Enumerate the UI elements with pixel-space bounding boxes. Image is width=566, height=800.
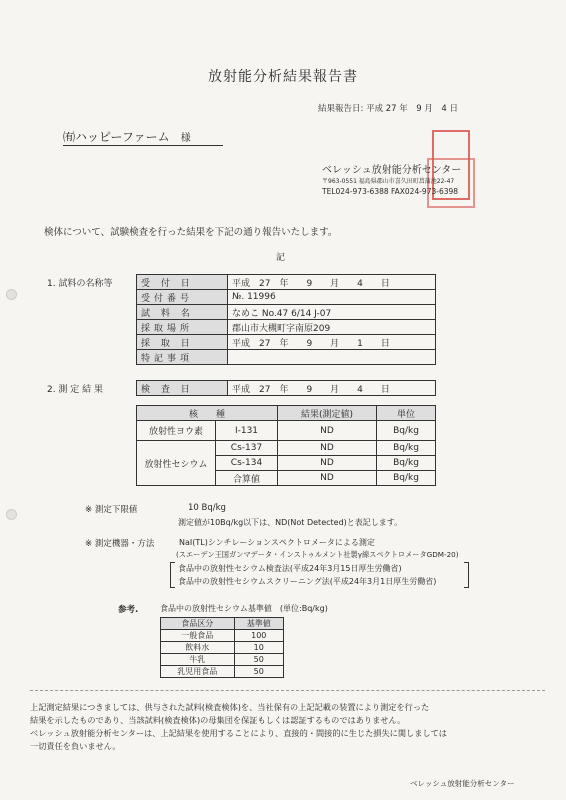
sample-info-label: 受付番号 bbox=[137, 290, 228, 305]
iodine-result: ND bbox=[278, 421, 377, 441]
sample-info-label: 採 取 日 bbox=[137, 335, 228, 350]
cesium-result: ND bbox=[278, 456, 377, 471]
addressee-block bbox=[63, 126, 223, 146]
method-line2: 食品中の放射性セシウムスクリーニング法(平成24年3月1日厚生労働省) bbox=[178, 577, 437, 586]
footer-line: 上記測定結果につきましては、供与された試料(検査検体)を、当社保有の上記記載の装置により測定を行った bbox=[30, 702, 430, 712]
sample-info-value bbox=[228, 350, 436, 365]
cesium-nuclide: 合算値 bbox=[216, 471, 278, 486]
sample-info-value: 平成 27 年 9 月 1 日 bbox=[228, 335, 436, 350]
document-title: 放射能分析結果報告書 bbox=[208, 69, 358, 85]
iodine-unit: Bq/kg bbox=[377, 421, 436, 441]
reference-caption: 食品中の放射性セシウム基準値 (単位:Bq/kg) bbox=[160, 604, 328, 613]
sample-info-value: №. 11996 bbox=[228, 290, 436, 305]
reference-category: 飲料水 bbox=[161, 642, 235, 654]
center-address: 〒963-0551 福島県郡山市喜久田町菖蒲池22-47 bbox=[322, 178, 455, 185]
reference-category: 乳児用食品 bbox=[161, 666, 235, 678]
limit-value: 10 Bq/kg bbox=[188, 503, 226, 513]
reference-label: 参考. bbox=[118, 605, 139, 615]
cesium-unit: Bq/kg bbox=[377, 441, 436, 456]
inspection-date-table bbox=[136, 380, 436, 396]
footer-signature: ベレッシュ放射能分析センター bbox=[410, 779, 515, 788]
instrument-line1: NaI(TL)シンチレーションスペクトロメータによる測定 bbox=[179, 538, 375, 547]
header-nuclide: 核 種 bbox=[137, 406, 278, 421]
reference-category: 牛乳 bbox=[161, 654, 235, 666]
addressee-name: ㈲ハッピーファーム bbox=[63, 130, 170, 144]
footer-line: 結果を示したものであり、当該試料(検査検体)の母集団を保証もしくは認証するものではありません。 bbox=[30, 715, 406, 725]
footer-divider bbox=[30, 690, 545, 691]
sample-info-row bbox=[137, 320, 436, 335]
reference-header-category: 食品区分 bbox=[161, 618, 235, 630]
sample-info-row bbox=[137, 335, 436, 350]
cesium-unit: Bq/kg bbox=[377, 456, 436, 471]
cesium-result: ND bbox=[278, 441, 377, 456]
limit-note: 測定値が10Bq/kg以下は、ND(Not Detected)と表記します。 bbox=[178, 518, 403, 527]
reference-standards-table bbox=[160, 617, 284, 678]
sample-info-row bbox=[137, 305, 436, 320]
addressee-honorific: 様 bbox=[180, 133, 191, 144]
reference-value: 10 bbox=[234, 642, 284, 654]
reference-row bbox=[161, 654, 284, 666]
instrument-label: ※ 測定機器・方法 bbox=[85, 539, 155, 549]
sample-info-row bbox=[137, 350, 436, 365]
sample-info-label: 試 料 名 bbox=[137, 305, 228, 320]
method-bracket-right bbox=[464, 562, 469, 588]
method-line1: 食品中の放射性セシウム検査法(平成24年3月15日厚生労働省) bbox=[178, 564, 402, 573]
reference-row bbox=[161, 642, 284, 654]
measurement-results-table bbox=[136, 405, 436, 486]
reference-value: 50 bbox=[234, 666, 284, 678]
section1-label: 1. 試料の名称等 bbox=[47, 279, 113, 289]
footer-disclaimer bbox=[30, 701, 550, 753]
cesium-unit: Bq/kg bbox=[377, 471, 436, 486]
reference-row bbox=[161, 666, 284, 678]
sample-info-row bbox=[137, 275, 436, 290]
cesium-nuclide: Cs-134 bbox=[216, 456, 278, 471]
inspection-date-value: 平成 27 年 9 月 4 日 bbox=[228, 381, 436, 396]
punch-hole-top bbox=[6, 289, 17, 300]
inspection-date-label: 検 査 日 bbox=[137, 381, 228, 396]
reference-value: 50 bbox=[234, 654, 284, 666]
reference-row bbox=[161, 630, 284, 642]
section2-label: 2. 測 定 結 果 bbox=[47, 385, 104, 395]
footer-line: 一切責任を負いません。 bbox=[30, 741, 121, 751]
sample-info-label: 受 付 日 bbox=[137, 275, 228, 290]
ki-heading: 記 bbox=[276, 253, 286, 263]
reference-value: 100 bbox=[234, 630, 284, 642]
footer-line: ベレッシュ放射能分析センターは、上記結果を使用することにより、直接的・間接的に生じた損失に関しましては bbox=[30, 728, 447, 738]
intro-text: 検体について、試験検査を行った結果を下記の通り報告いたします。 bbox=[44, 227, 338, 238]
cesium-group-label: 放射性セシウム bbox=[137, 441, 216, 486]
sample-info-label: 採取場所 bbox=[137, 320, 228, 335]
reference-category: 一般食品 bbox=[161, 630, 235, 642]
header-result: 結果(測定値) bbox=[278, 406, 377, 421]
sample-info-value: 郡山市大槻町字南原209 bbox=[228, 320, 436, 335]
header-unit: 単位 bbox=[377, 406, 436, 421]
iodine-nuclide: I-131 bbox=[216, 421, 278, 441]
sample-info-label: 特記事項 bbox=[137, 350, 228, 365]
instrument-line2: (スエーデン王国ガンマデータ・インストゥルメント社製γ線スペクトロメータGDM-20) bbox=[176, 550, 459, 559]
iodine-group-label: 放射性ヨウ素 bbox=[137, 421, 216, 441]
method-bracket-left bbox=[170, 562, 175, 588]
center-phone: TEL024-973-6388 FAX024-973-6398 bbox=[322, 187, 459, 196]
sample-info-value: 平成 27 年 9 月 4 日 bbox=[228, 275, 436, 290]
cesium-result: ND bbox=[278, 471, 377, 486]
cesium-nuclide: Cs-137 bbox=[216, 441, 278, 456]
center-name: ベレッシュ放射能分析センター bbox=[322, 165, 462, 176]
report-date: 結果報告日: 平成 27 年 9 月 4 日 bbox=[318, 104, 459, 114]
sample-info-value: なめこ No.47 6/14 J-07 bbox=[228, 305, 436, 320]
limit-label: ※ 測定下限値 bbox=[85, 505, 138, 515]
reference-header-value: 基準値 bbox=[234, 618, 284, 630]
sample-info-row bbox=[137, 290, 436, 305]
punch-hole-bottom bbox=[6, 509, 17, 520]
sample-info-table bbox=[136, 274, 436, 365]
